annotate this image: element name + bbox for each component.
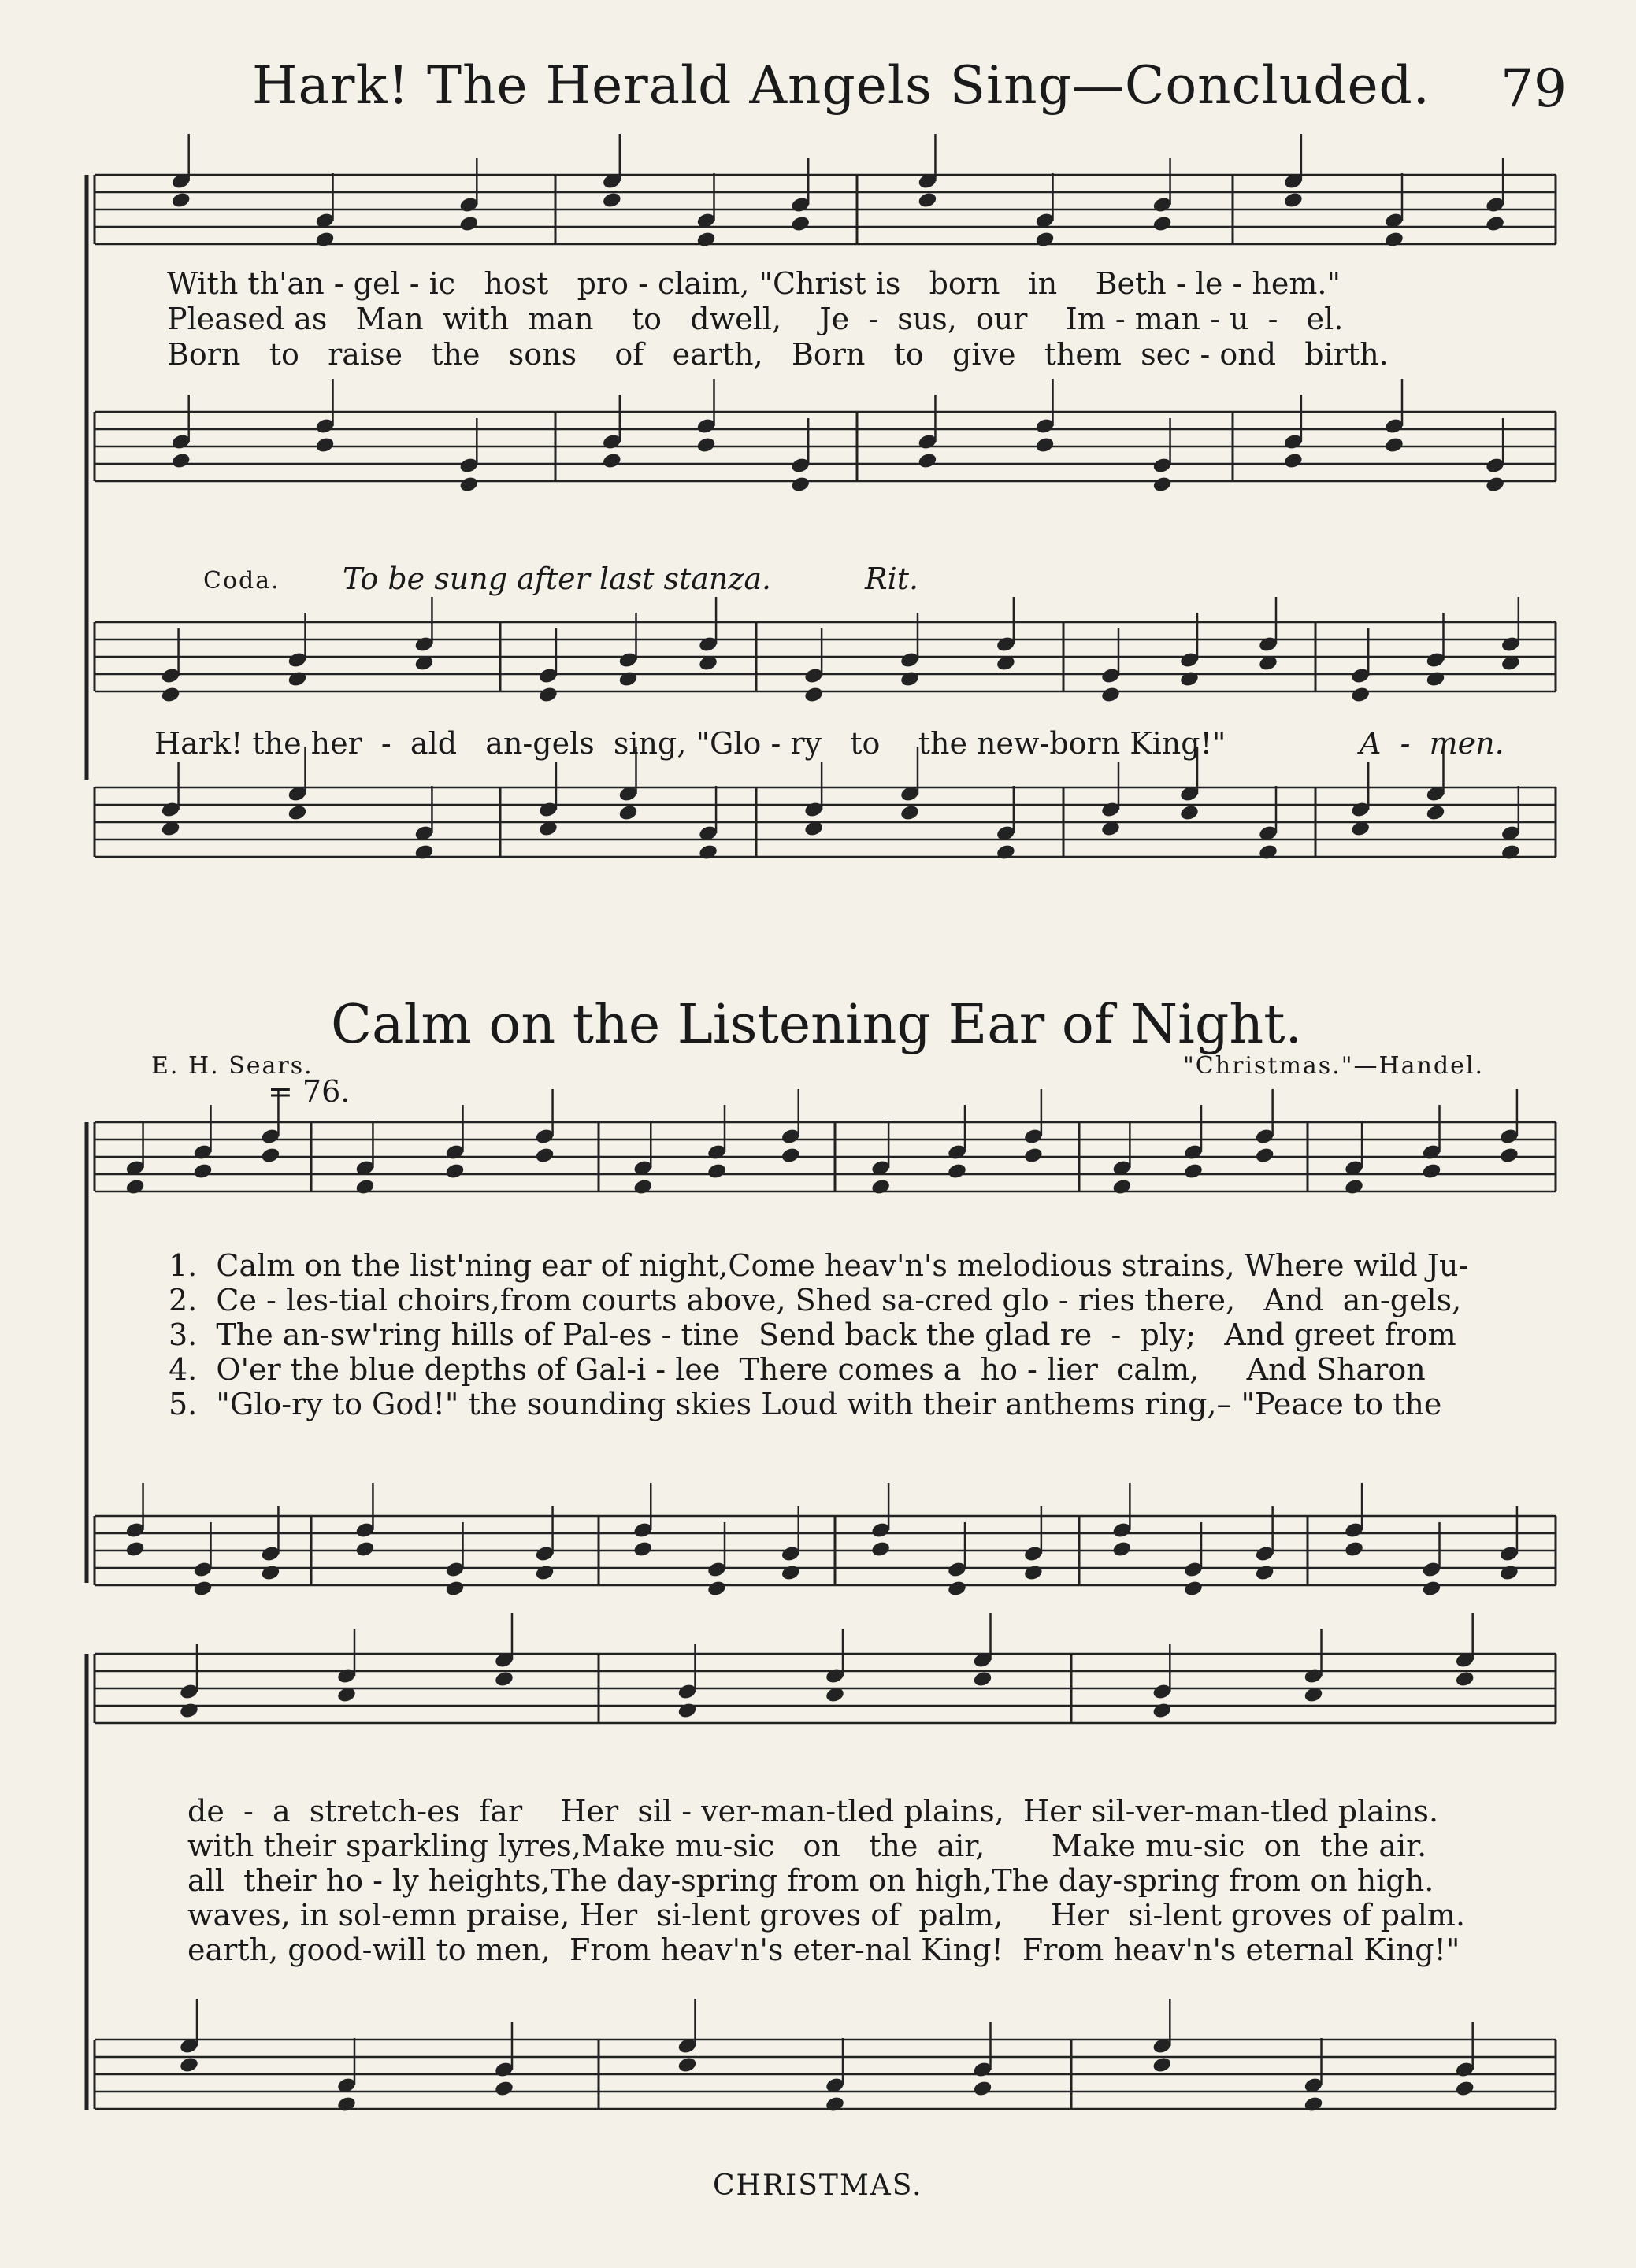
calm-lyric-b4: waves, in sol-emn praise, Her si-lent groves of palm, Her si-lent groves of palm. [187,1898,1466,1933]
coda-label: Coda. [203,567,280,595]
tempo-marking: = 76. [268,1074,351,1109]
hymn-tune: "Christmas."—Handel. [1183,1052,1484,1080]
hark-lyric-3: Born to raise the sons of earth, Born to give them sec - ond birth. [167,337,1389,372]
hymn-author: E. H. Sears. [151,1052,313,1080]
calm-lyric-b1: de - a stretch-es far Her sil - ver-man-tled plains, Her sil-ver-man-tled plains. [187,1794,1439,1829]
page-number: 79 [1501,58,1567,119]
calm-lyric-a2: 2. Ce - les-tial choirs,from courts above, Shed sa-cred glo - ries there, And an-gels, [169,1283,1462,1317]
amen-lyric: A - men. [1360,726,1504,761]
calm-lyric-b3: all their ho - ly heights,The day-spring from on high,The day-spring from on high. [187,1863,1434,1898]
calm-lyric-a3: 3. The an-sw'ring hills of Pal-es - tine Send back the glad re - ply; And greet from [169,1317,1456,1352]
page-title: Hark! The Herald Angels Sing—Concluded. [252,55,1430,116]
section-footer: CHRISTMAS. [713,2170,923,2202]
hymn-title: Calm on the Listening Ear of Night. [331,994,1303,1056]
coda-lyric: Hark! the her - ald an-gels sing, "Glo - ry to the new-born King!" [154,726,1226,761]
hark-lyric-2: Pleased as Man with man to dwell, Je - sus, our Im - man - u - el. [167,302,1344,336]
hark-lyric-1: With th'an - gel - ic host pro - claim, "Christ is born in Beth - le - hem." [167,266,1341,301]
calm-lyric-a1: 1. Calm on the list'ning ear of night,Come heav'n's melodious strains, Where wild Ju- [169,1248,1469,1283]
coda-instruction: To be sung after last stanza. [343,561,772,596]
calm-lyric-b2: with their sparkling lyres,Make mu-sic on the air, Make mu-sic on the air. [187,1829,1427,1863]
rit-marking: Rit. [865,561,919,596]
calm-lyric-b5: earth, good-will to men, From heav'n's eter-nal King! From heav'n's eternal King!" [187,1933,1460,1967]
calm-lyric-a4: 4. O'er the blue depths of Gal-i - lee There comes a ho - lier calm, And Sharon [169,1352,1426,1387]
calm-lyric-a5: 5. "Glo-ry to God!" the sounding skies Loud with their anthems ring,– "Peace to the [169,1387,1442,1421]
